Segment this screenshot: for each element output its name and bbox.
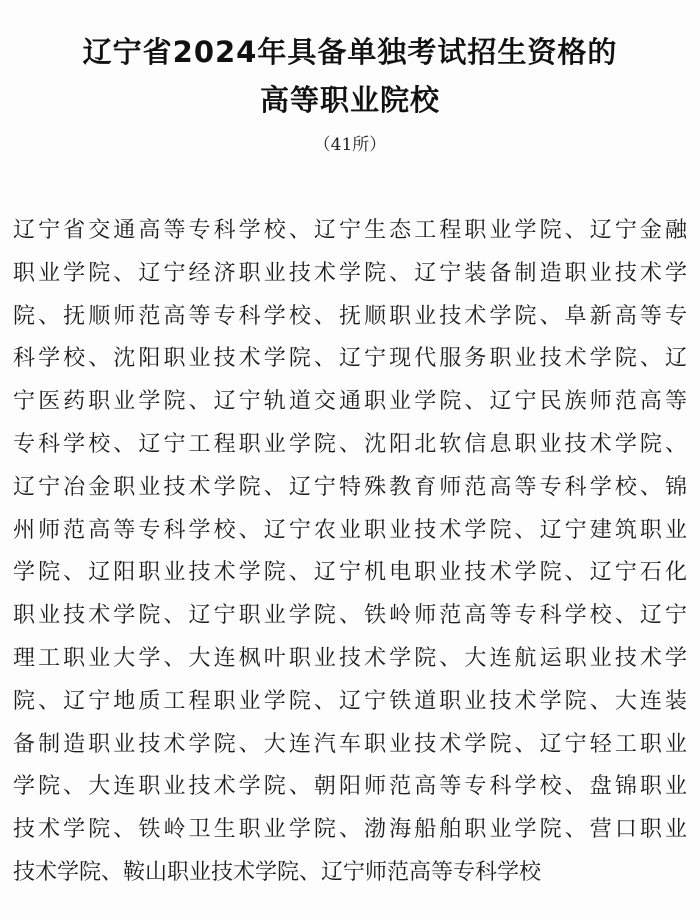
school-list-line: 学院、大连职业技术学院、朝阳师范高等专科学校、盘锦职业 (13, 774, 687, 800)
school-count: （41所） (313, 135, 387, 155)
school-list-line: 辽宁冶金职业技术学院、辽宁特殊教育师范高等专科学校、锦 (13, 474, 687, 500)
school-list-line: 职业技术学院、辽宁职业学院、铁岭师范高等专科学校、辽宁 (13, 603, 687, 629)
school-list-line: 州师范高等专科学校、辽宁农业职业技术学院、辽宁建筑职业 (13, 517, 687, 543)
school-list-line: 专科学校、辽宁工程职业学院、沈阳北软信息职业技术学院、 (13, 431, 687, 457)
school-list (13, 210, 687, 895)
document-title-line-1: 辽宁省2024年具备单独考试招生资格的 (82, 35, 618, 69)
school-list-line: 备制造职业技术学院、大连汽车职业技术学院、辽宁轻工职业 (13, 731, 687, 757)
school-list-line: 职业学院、辽宁经济职业技术学院、辽宁装备制造职业技术学 (13, 260, 687, 286)
school-list-line: 理工职业大学、大连枫叶职业技术学院、大连航运职业技术学 (13, 645, 687, 671)
school-list-line: 学院、辽阳职业技术学院、辽宁机电职业技术学院、辽宁石化 (13, 560, 687, 586)
school-list-line: 宁医药职业学院、辽宁轨道交通职业学院、辽宁民族师范高等 (13, 389, 687, 415)
school-list-line: 辽宁省交通高等专科学校、辽宁生态工程职业学院、辽宁金融 (13, 218, 687, 243)
school-list-line: 院、抚顺师范高等专科学校、抚顺职业技术学院、阜新高等专 (13, 303, 687, 329)
school-list-line: 技术学院、铁岭卫生职业学院、渤海船舶职业学院、营口职业 (13, 817, 687, 843)
school-list-line: 技术学院、鞍山职业技术学院、辽宁师范高等专科学校 (13, 859, 542, 885)
school-list-line: 院、辽宁地质工程职业学院、辽宁铁道职业技术学院、大连装 (13, 688, 687, 714)
document-title-line-2: 高等职业院校 (259, 83, 440, 117)
school-list-line: 科学校、沈阳职业技术学院、辽宁现代服务职业技术学院、辽 (13, 346, 687, 372)
